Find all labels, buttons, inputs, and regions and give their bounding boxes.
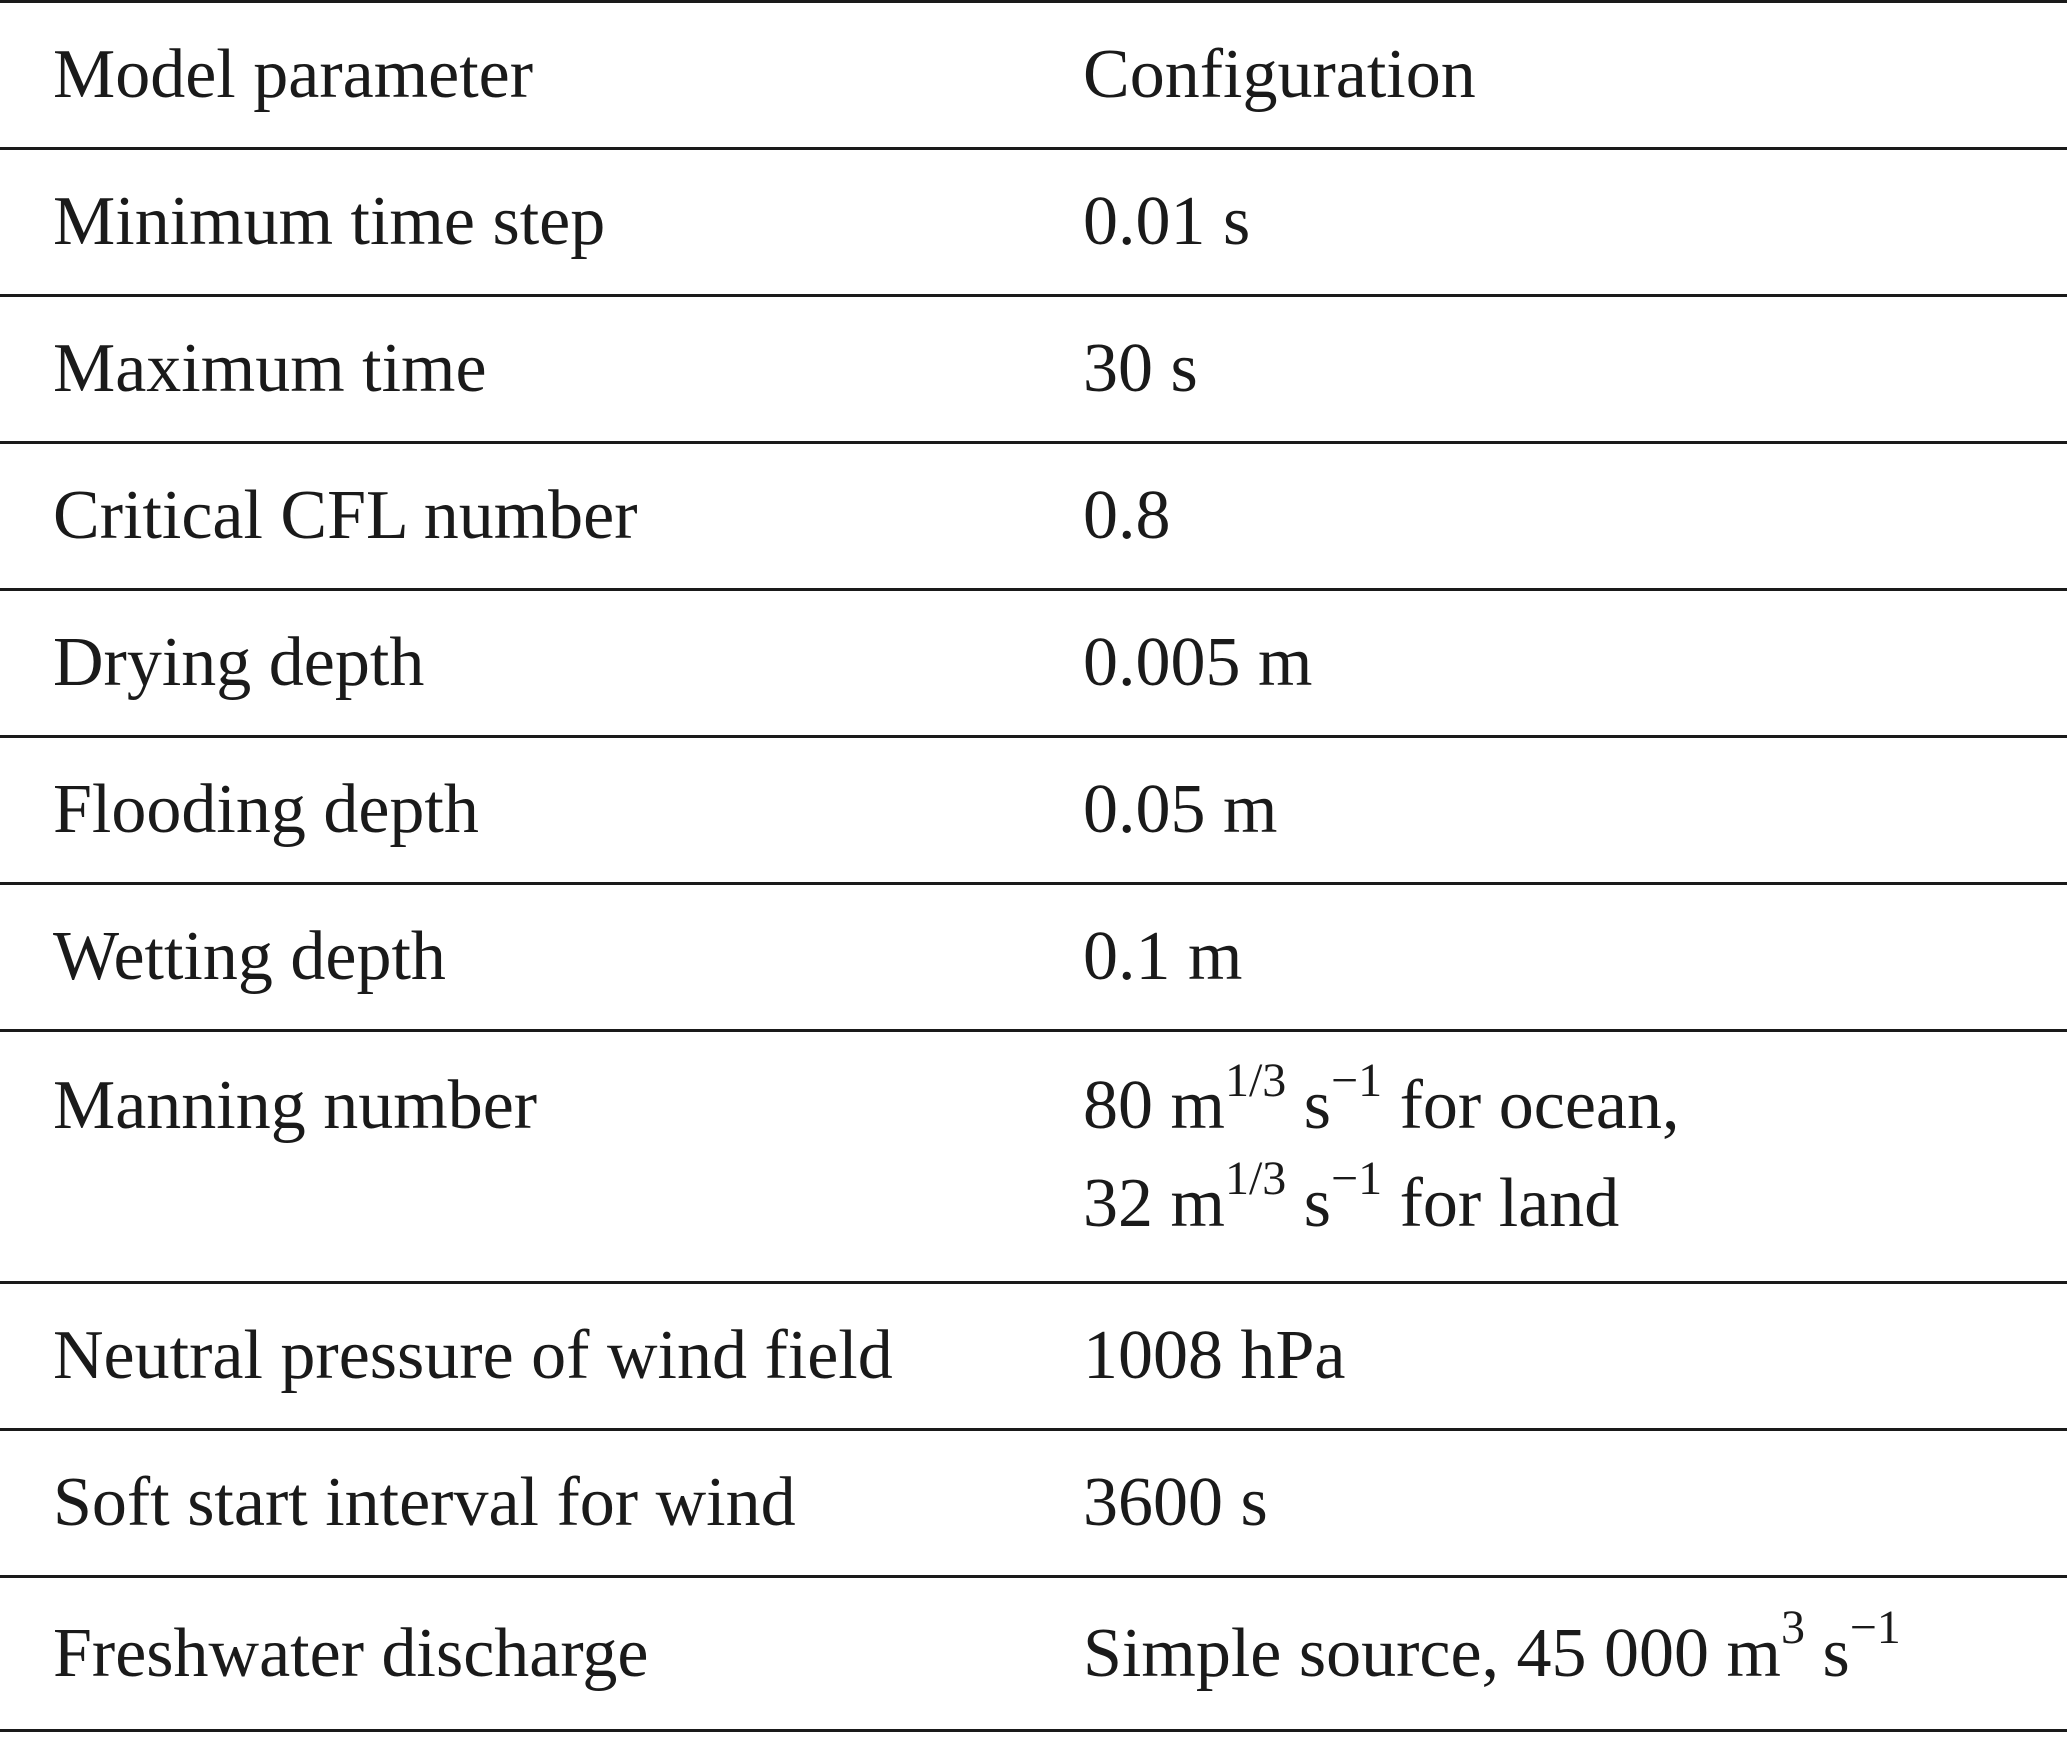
row-configuration: 30 s [1083, 330, 1198, 407]
manning-ocean-unit: s [1286, 1067, 1332, 1144]
manning-land-exponent: 1/3 [1224, 1151, 1287, 1205]
table-row [0, 1283, 2067, 1430]
header-model-parameter: Model parameter [53, 36, 534, 113]
manning-ocean-line [1083, 1053, 2067, 1155]
row-parameter: Freshwater discharge [53, 1614, 649, 1692]
manning-ocean-value: 80 m [1083, 1067, 1225, 1144]
manning-ocean-suffix: for ocean, [1382, 1067, 1680, 1144]
row-configuration: 0.05 m [1083, 771, 1278, 848]
discharge-unit-exponent: −1 [1849, 1601, 1901, 1655]
discharge-unit: s [1804, 1614, 1850, 1692]
table-row [0, 443, 2067, 590]
row-parameter: Critical CFL number [53, 477, 638, 554]
row-configuration: 0.005 m [1083, 624, 1313, 701]
row-parameter: Wetting depth [53, 918, 446, 995]
table-row [0, 296, 2067, 443]
row-configuration [1083, 1031, 2067, 1283]
row-parameter: Manning number [53, 1067, 538, 1144]
table-row [0, 1430, 2067, 1577]
manning-land-suffix: for land [1382, 1165, 1620, 1242]
row-parameter: Maximum time [53, 330, 487, 407]
table-row [0, 149, 2067, 296]
row-parameter: Minimum time step [53, 183, 606, 260]
table-header-row [0, 2, 2067, 149]
table-row [0, 1031, 2067, 1283]
row-configuration [1083, 1577, 2067, 1731]
row-parameter: Drying depth [53, 624, 425, 701]
row-configuration: 0.8 [1083, 477, 1171, 554]
row-parameter: Neutral pressure of wind field [53, 1317, 893, 1394]
table-row [0, 590, 2067, 737]
manning-land-unit-exponent: −1 [1331, 1151, 1383, 1205]
row-configuration: 3600 s [1083, 1464, 1268, 1541]
discharge-value: Simple source, 45 000 m [1083, 1614, 1781, 1692]
row-configuration: 0.1 m [1083, 918, 1243, 995]
manning-land-line [1083, 1151, 2067, 1253]
header-configuration: Configuration [1083, 36, 1476, 113]
row-parameter: Soft start interval for wind [53, 1464, 796, 1541]
manning-land-unit: s [1286, 1165, 1332, 1242]
table-row [0, 884, 2067, 1031]
discharge-exponent: 3 [1780, 1601, 1805, 1655]
table-row [0, 737, 2067, 884]
row-configuration: 0.01 s [1083, 183, 1251, 260]
manning-land-value: 32 m [1083, 1165, 1225, 1242]
table-row [0, 1577, 2067, 1731]
manning-ocean-exponent: 1/3 [1224, 1053, 1287, 1107]
row-parameter: Flooding depth [53, 771, 479, 848]
row-configuration: 1008 hPa [1083, 1317, 1346, 1394]
manning-ocean-unit-exponent: −1 [1331, 1053, 1383, 1107]
